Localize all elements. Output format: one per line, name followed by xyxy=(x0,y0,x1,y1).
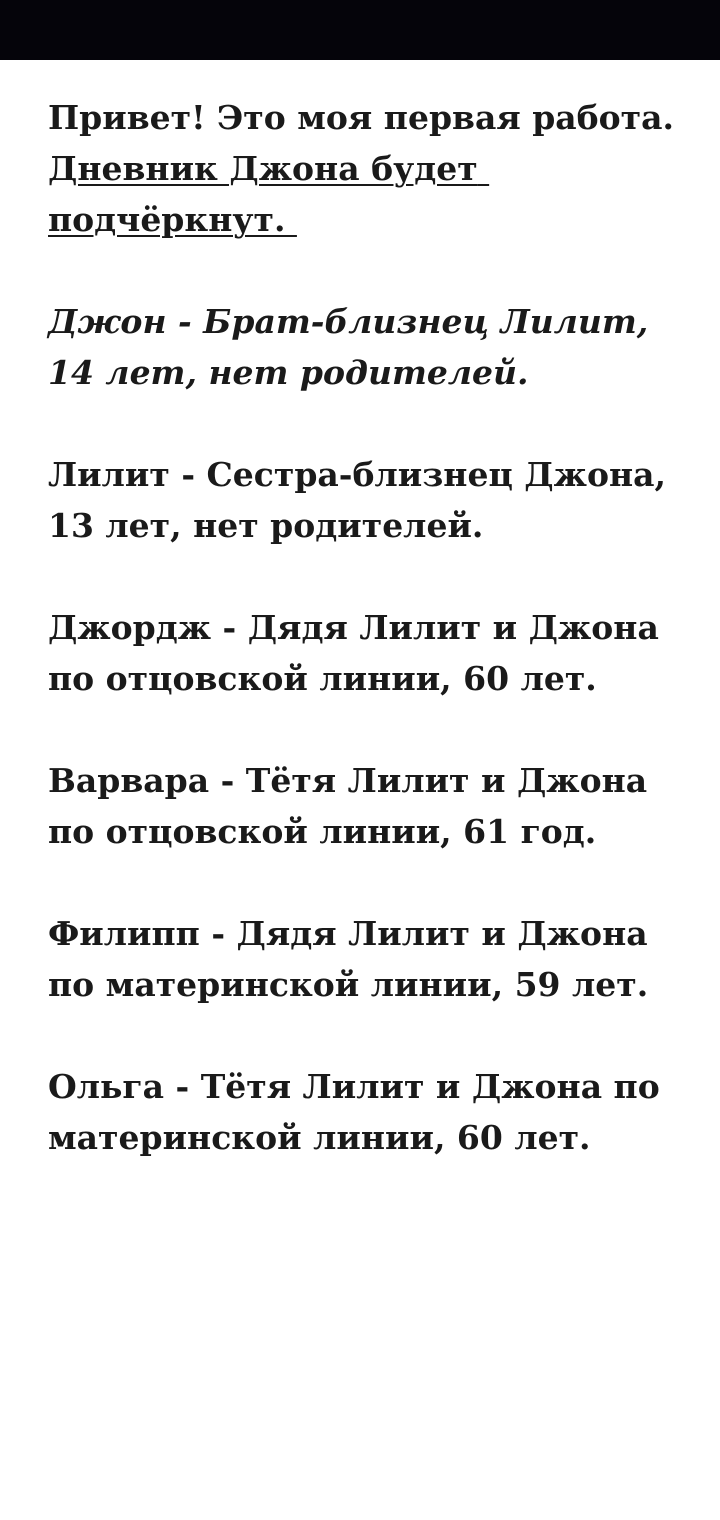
character-lilit: Лилит - Сестра-близнец Джона, 13 лет, нет родителей. xyxy=(48,455,667,545)
paragraph-gap xyxy=(48,551,678,602)
paragraph-gap xyxy=(48,245,678,296)
intro-greeting: Привет! Это моя первая работа. xyxy=(48,98,675,137)
character-olga: Ольга - Тётя Лилит и Джона по материнской линии, 60 лет. xyxy=(48,1067,660,1157)
status-bar xyxy=(0,0,720,60)
paragraph-gap xyxy=(48,398,678,449)
character-filipp: Филипп - Дядя Лилит и Джона по материнской линии, 59 лет. xyxy=(48,914,649,1004)
character-george: Джордж - Дядя Лилит и Джона по отцовской линии, 60 лет. xyxy=(48,608,659,698)
intro-note xyxy=(48,143,678,245)
paragraph-gap xyxy=(48,1010,678,1061)
reader-content xyxy=(48,92,678,1163)
intro-note-underlined: Дневник Джона будет подчёркнут. xyxy=(48,149,490,239)
paragraph-gap xyxy=(48,857,678,908)
paragraph-gap xyxy=(48,704,678,755)
character-john: Джон - Брат-близнец Лилит, 14 лет, нет родителей. xyxy=(48,302,649,392)
character-varvara: Варвара - Тётя Лилит и Джона по отцовской линии, 61 год. xyxy=(48,761,648,851)
